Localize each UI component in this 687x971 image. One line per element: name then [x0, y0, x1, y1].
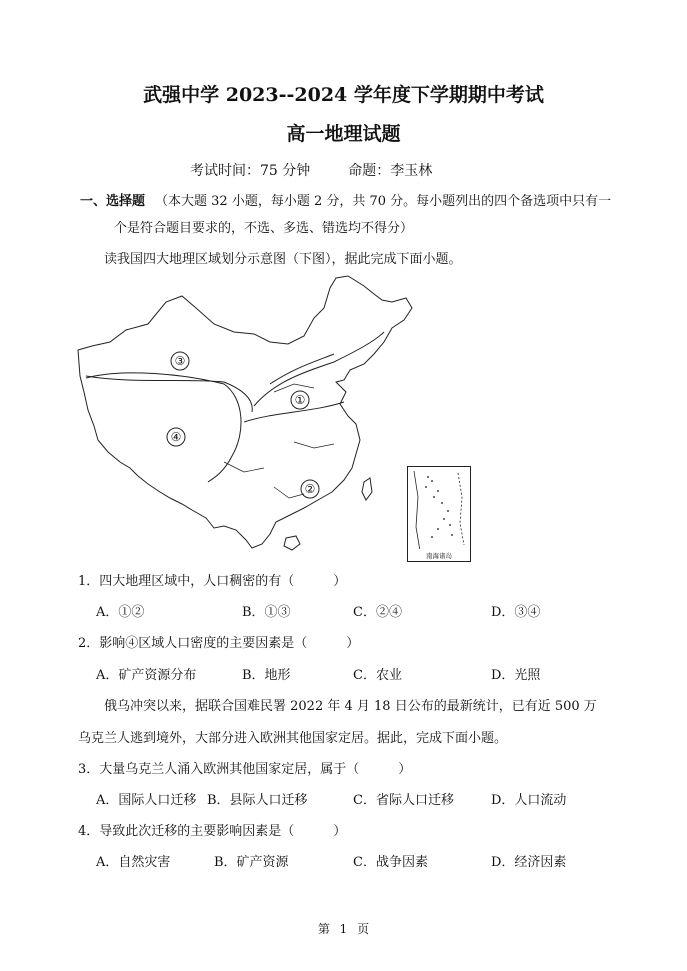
passage-line-2: 乌克兰人逃到境外，大部分进入欧洲其他国家定居。据此，完成下面小题。: [78, 731, 508, 746]
section-desc-1: （本大题 32 小题，每小题 2 分，共 70 分。每小题列出的四个备选项中只有一: [155, 194, 612, 209]
question-4: 4．导致此次迁移的主要影响因素是（ ）: [78, 824, 347, 839]
south-china-sea-inset: [407, 466, 471, 562]
page-number: 1: [339, 922, 348, 936]
region-label-4: ④: [170, 430, 182, 444]
q4-option-a[interactable]: A．自然灾害: [96, 855, 171, 870]
q2-option-d[interactable]: D．光照: [491, 668, 541, 683]
passage-line-1: 俄乌冲突以来，据联合国难民署 2022 年 4 月 18 日公布的最新统计，已有近 500 万: [104, 699, 597, 714]
hainan-island: [284, 536, 300, 550]
section-heading: [80, 190, 611, 209]
q4-option-d[interactable]: D．经济因素: [491, 855, 567, 870]
q3-option-c[interactable]: C．省际人口迁移: [353, 793, 454, 808]
map-intro: 读我国四大地理区域划分示意图（下图），据此完成下面小题。: [104, 252, 462, 267]
exam-title: 武强中学 2023--2024 学年度下学期期中考试: [143, 84, 544, 106]
q2-option-c[interactable]: C．农业: [353, 668, 402, 683]
q2-option-b[interactable]: B．地形: [242, 668, 291, 683]
taiwan-island: [362, 478, 372, 500]
q4-option-b[interactable]: B．矿产资源: [214, 855, 289, 870]
china-outline: [78, 276, 412, 548]
q1-option-b[interactable]: B．①③: [242, 605, 291, 620]
china-regions-map: [74, 272, 418, 562]
question-2: 2．影响④区域人口密度的主要因素是（ ）: [78, 636, 360, 651]
boundary-inner-east: [270, 354, 334, 384]
exam-info: [190, 160, 432, 180]
region-label-2: ②: [304, 482, 316, 496]
q2-option-a[interactable]: A．矿产资源分布: [96, 668, 197, 683]
q1-option-a[interactable]: A．①②: [96, 605, 145, 620]
exam-subtitle: 高一地理试题: [286, 123, 401, 145]
exam-author: 命题：李玉林: [348, 163, 433, 179]
exam-time: 考试时间：75 分钟: [190, 163, 311, 179]
q3-option-b[interactable]: B．县际人口迁移: [207, 793, 308, 808]
inset-label: 南海诸岛: [426, 552, 452, 560]
footer-suffix: 页: [357, 922, 370, 936]
boundary-north-northwest: [86, 376, 252, 412]
q1-option-c[interactable]: C．②④: [353, 605, 402, 620]
boundary-qinghai-tibet: [86, 373, 241, 482]
q1-option-d[interactable]: D．③④: [491, 605, 541, 620]
q3-option-a[interactable]: A．国际人口迁移: [96, 793, 197, 808]
region-label-1: ①: [294, 393, 306, 407]
q3-option-d[interactable]: D．人口流动: [491, 793, 567, 808]
boundary-north-china: [254, 332, 384, 406]
question-1: 1．四大地理区域中，人口稠密的有（ ）: [78, 574, 347, 589]
region-label-3: ③: [174, 354, 186, 368]
section-desc-2: 个是符合题目要求的，不选、多选、错选均不得分）: [114, 221, 414, 236]
province-lines: [224, 384, 334, 498]
section-label: 一、选择题: [80, 194, 146, 209]
question-3: 3．大量乌克兰人涌入欧洲其他国家定居，属于（ ）: [78, 762, 412, 777]
footer-prefix: 第: [317, 922, 330, 936]
q4-option-c[interactable]: C．战争因素: [353, 855, 428, 870]
page-footer: [0, 920, 687, 937]
inset-map: [408, 467, 470, 561]
